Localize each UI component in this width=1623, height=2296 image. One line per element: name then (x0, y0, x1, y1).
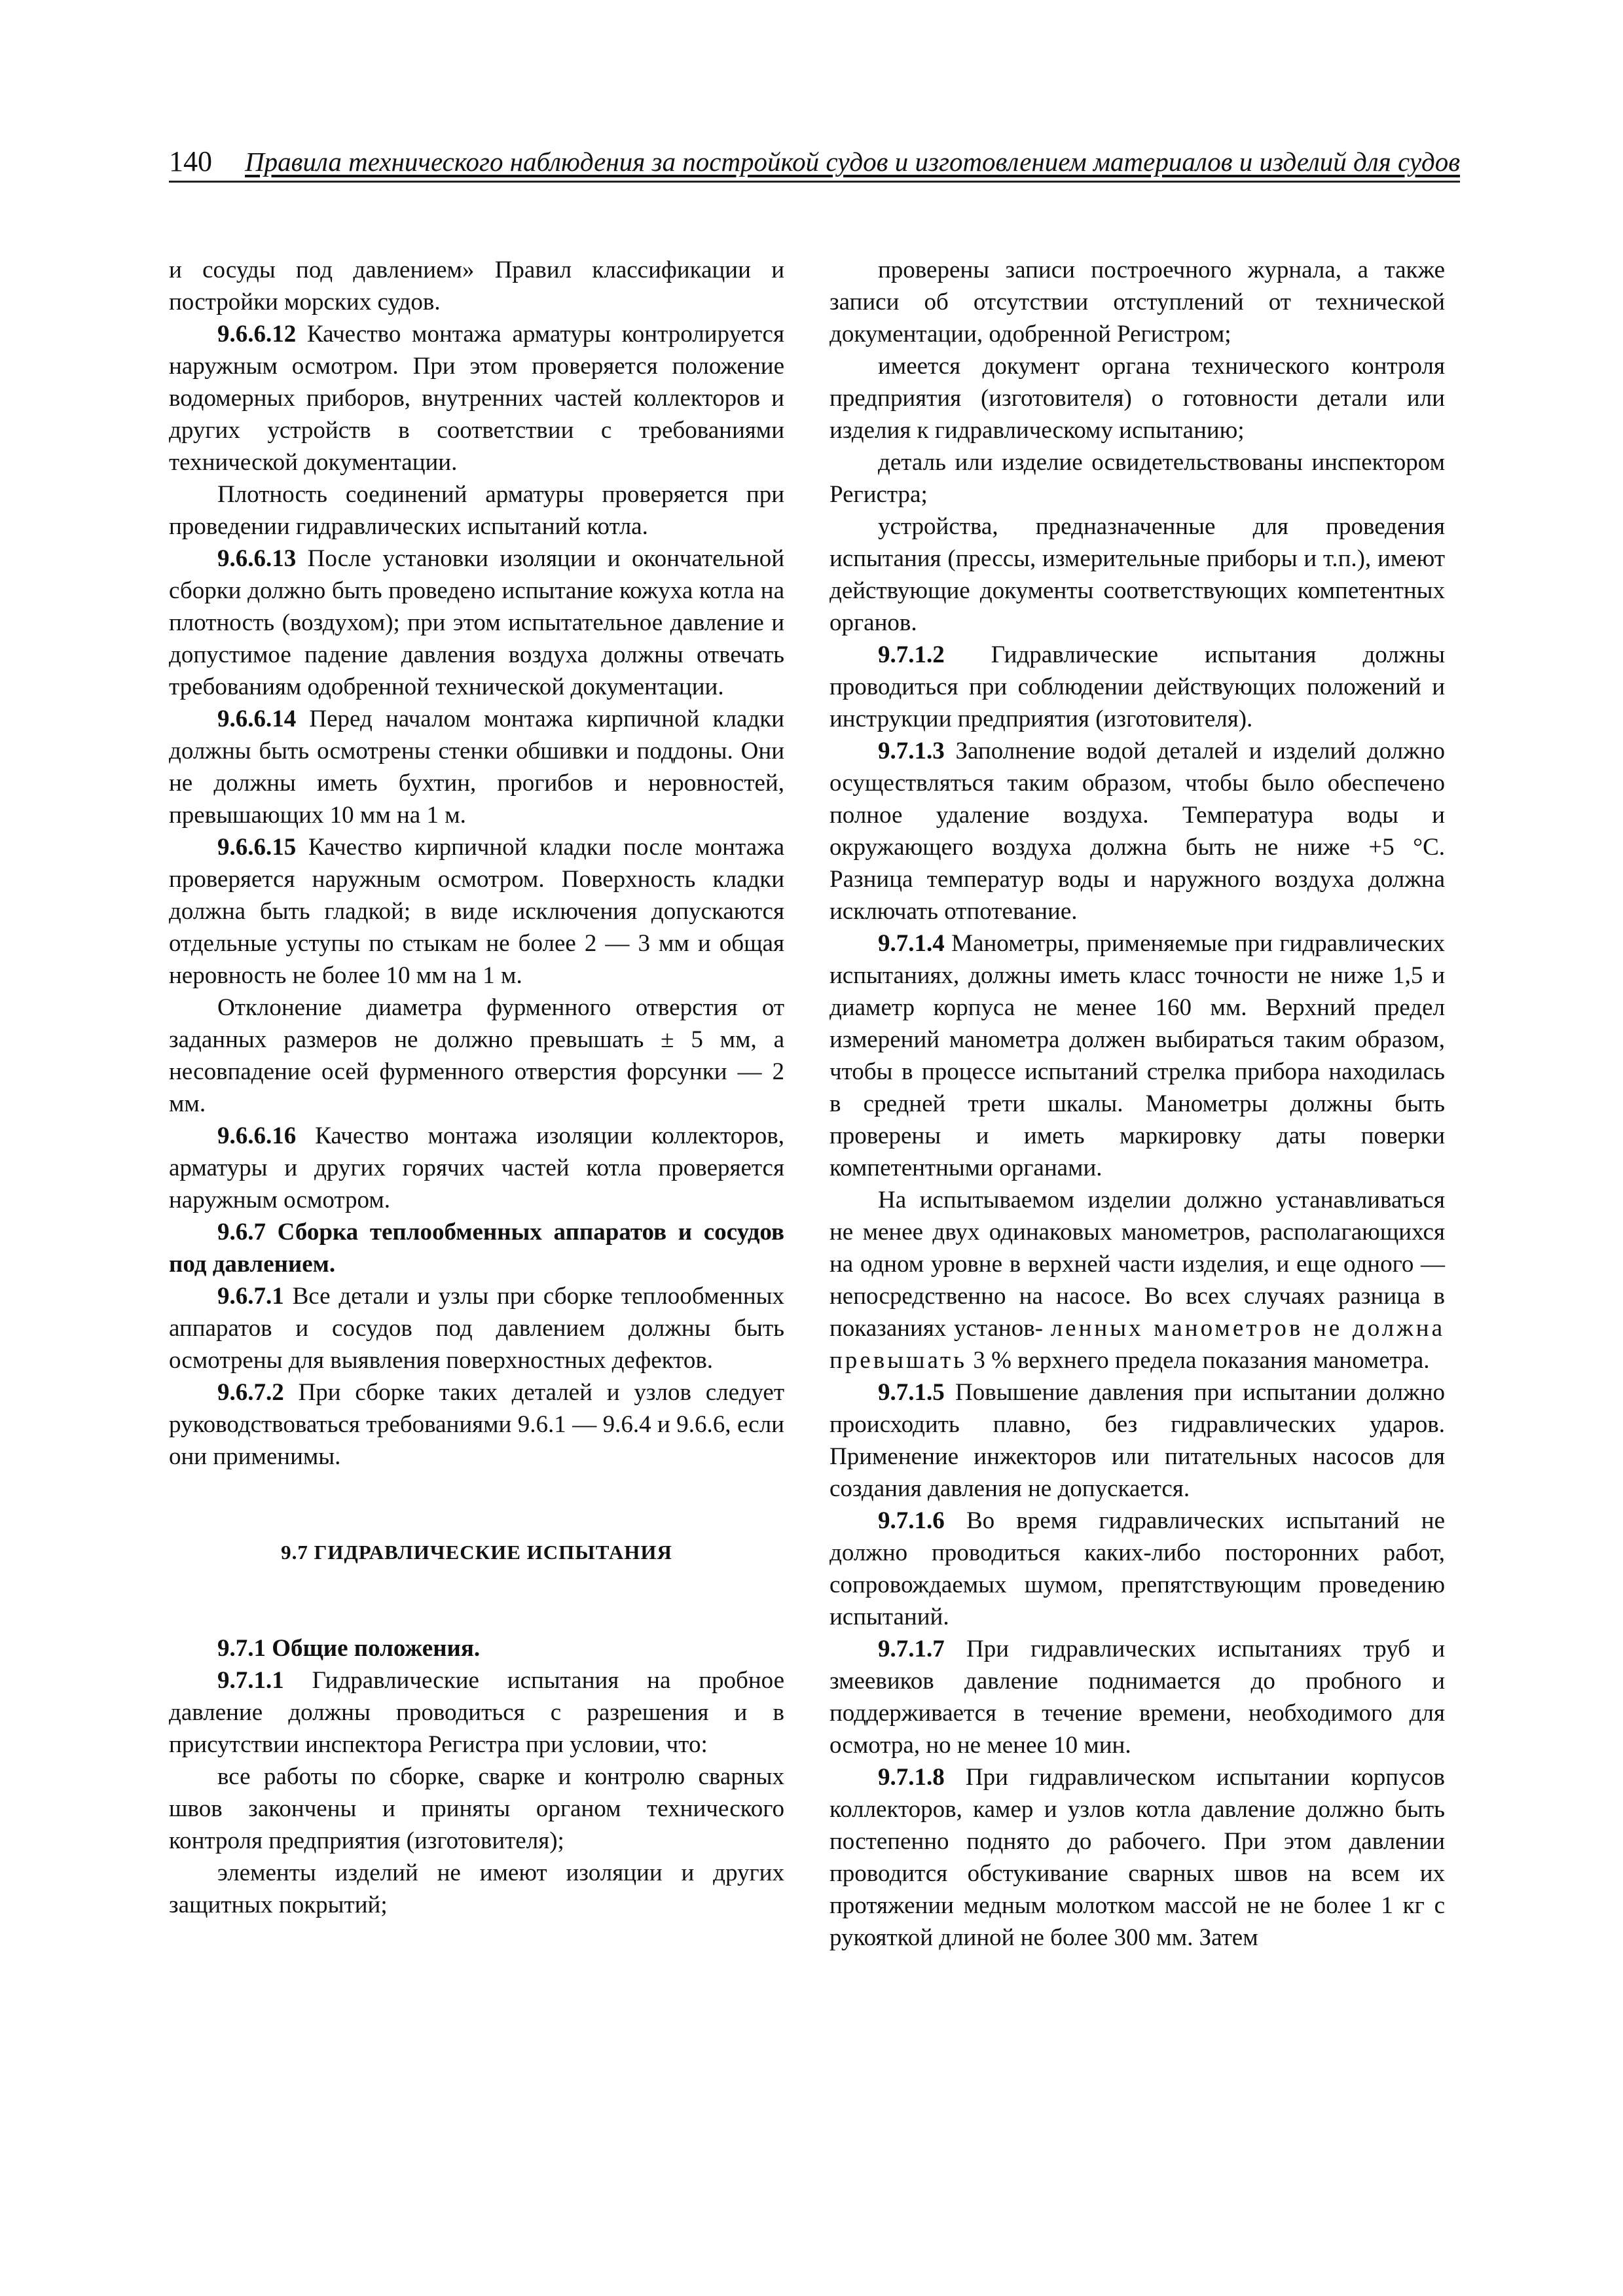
paragraph-text: При гидравлических испытаниях труб и змеевиков давление поднимается до пробного и поддерживается в течение времени, необходимого для осмотра, но не менее 10 мин. (830, 1636, 1445, 1759)
clause-number: 9.6.7.1 (217, 1283, 284, 1310)
paragraph-text: 3 % верхнего предела показания манометра. (973, 1347, 1430, 1374)
paragraph (830, 927, 1445, 1184)
paragraph (830, 1505, 1445, 1633)
paragraph-text: На испытываемом изделии должно устанавливаться не менее двух одинаковых манометров, располагающихся на одном уровне в верхней части изделия, и еще одного — непосредственно на насосе. Во всех случаях разница в показаниях установ- (830, 1187, 1445, 1342)
clause-number: 9.6.6.15 (217, 834, 297, 861)
paragraph (830, 1376, 1445, 1505)
paragraph (830, 1184, 1445, 1376)
subsection-heading: 9.6.7 Сборка теплообменных аппаратов и сосудов под давлением. (169, 1219, 784, 1278)
paragraph (169, 1376, 784, 1473)
section-title: 9.7 ГИДРАВЛИЧЕСКИЕ ИСПЫТАНИЯ (281, 1541, 672, 1564)
paragraph (169, 831, 784, 992)
paragraph-text: Повышение давления при испытании должно происходить плавно, без гидравлических ударов. Применение инжекторов или питательных насосов для создания давления не допускается. (830, 1379, 1445, 1502)
list-item: имеется документ органа технического контроля предприятия (изготовителя) о готовности детали или изделия к гидравлическому испытанию; (830, 353, 1445, 444)
clause-number: 9.7.1.8 (878, 1764, 945, 1791)
paragraph (169, 543, 784, 703)
clause-number: 9.6.7.2 (217, 1379, 284, 1406)
running-header (169, 143, 1460, 183)
list-item: элементы изделий не имеют изоляции и других защитных покрытий; (169, 1859, 784, 1918)
paragraph-text: После установки изоляции и окончательной сборки должно быть проведено испытание кожуха котла на плотность (воздухом); при этом испытательное давление и допустимое падение давления воздуха должны отвечать требованиям одобренной технической документации. (169, 545, 784, 700)
paragraph (830, 1633, 1445, 1761)
clause-number: 9.7.1.2 (878, 641, 945, 668)
paragraph-text: Манометры, применяемые при гидравлических испытаниях, должны иметь класс точности не ниже 1,5 и диаметр корпуса не менее 160 мм. Верхний предел измерений манометра должен выбираться таким образом, чтобы в процессе испытаний стрелка прибора находилась в средней трети шкалы. Манометры должны быть проверены и иметь маркировку даты поверки компетентными органами. (830, 930, 1445, 1181)
clause-number: 9.7.1.3 (878, 738, 945, 764)
paragraph-text: Все детали и узлы при сборке теплообменных аппаратов и сосудов под давлением должны быть осмотрены для выявления поверхностных дефектов. (169, 1283, 784, 1374)
right-column (830, 254, 1445, 1954)
paragraph (169, 1120, 784, 1216)
paragraph-text: Качество монтажа изоляции коллекторов, арматуры и других горячих частей котла проверяется наружным осмотром. (169, 1122, 784, 1213)
clause-number: 9.7.1.6 (878, 1507, 945, 1534)
paragraph (169, 318, 784, 478)
subsection-heading: 9.7.1 Общие положения. (217, 1635, 481, 1662)
paragraph: Отклонение диаметра фурменного отверстия от заданных размеров не должно превышать ± 5 мм, а несовпадение осей фурменного отверстия форсунки — 2 мм. (169, 994, 784, 1117)
paragraph-text: Во время гидравлических испытаний не должно проводиться каких-либо посторонних работ, сопровождаемых шумом, препятствующим проведению испытаний. (830, 1507, 1445, 1630)
paragraph (830, 1761, 1445, 1954)
paragraph (169, 1664, 784, 1761)
list-item: все работы по сборке, сварке и контролю сварных швов закончены и приняты органом технического контроля предприятия (изготовителя); (169, 1763, 784, 1854)
paragraph-text: Гидравлические испытания должны проводиться при соблюдении действующих положений и инструкции предприятия (изготовителя). (830, 641, 1445, 732)
paragraph: и сосуды под давлением» Правил классификации и постройки морских судов. (169, 257, 784, 315)
paragraph-text: При сборке таких деталей и узлов следует руководствоваться требованиями 9.6.1 — 9.6.4 и 9.6.6, если они применимы. (169, 1379, 784, 1470)
clause-number: 9.7.1.4 (878, 930, 945, 957)
paragraph (169, 1280, 784, 1376)
paragraph-text: При гидравлическом испытании корпусов коллекторов, камер и узлов котла давление должно быть постепенно поднято до рабочего. При этом давлении проводится обстукивание сварных швов на всем их протяжении медным молотком массой не не более 1 кг с рукояткой длиной не более 300 мм. Затем (830, 1764, 1445, 1951)
paragraph (830, 735, 1445, 927)
paragraph-text: Перед началом монтажа кирпичной кладки должны быть осмотрены стенки обшивки и поддоны. Они не должны иметь бухтин, прогибов и неровностей, превышающих 10 мм на 1 м. (169, 706, 784, 829)
paragraph (830, 639, 1445, 735)
clause-number: 9.7.1.5 (878, 1379, 945, 1406)
paragraph-text: ленных манометров не должна превышать (830, 1315, 1445, 1374)
paragraph (169, 703, 784, 831)
clause-number: 9.7.1.7 (878, 1636, 945, 1662)
clause-number: 9.7.1.1 (217, 1667, 284, 1694)
paragraph: Плотность соединений арматуры проверяется при проведении гидравлических испытаний котла. (169, 481, 784, 540)
page-number: 140 (169, 145, 212, 177)
list-item: проверены записи построечного журнала, а также записи об отсутствии отступлений от технической документации, одобренной Регистром; (830, 257, 1445, 348)
paragraph-text: Качество монтажа арматуры контролируется наружным осмотром. При этом проверяется положение водомерных приборов, внутренних частей коллекторов и других устройств в соответствии с требованиями технической документации. (169, 321, 784, 476)
left-column (169, 254, 784, 1921)
running-title: Правила технического наблюдения за постройкой судов и изготовлением материалов и изделий для судов (245, 147, 1460, 177)
paragraph-text: Заполнение водой деталей и изделий должно осуществляться таким образом, чтобы было обеспечено полное удаление воздуха. Температура воды и окружающего воздуха должна быть не ниже +5 °С. Разница температур воды и наружного воздуха должна исключать отпотевание. (830, 738, 1445, 925)
clause-number: 9.6.6.12 (217, 321, 297, 348)
paragraph-text: Качество кирпичной кладки после монтажа проверяется наружным осмотром. Поверхность кладки должна быть гладкой; в виде исключения допускаются отдельные уступы по стыкам не более 2 — 3 мм и общая неровность не более 10 мм на 1 м. (169, 834, 784, 989)
list-item: устройства, предназначенные для проведения испытания (прессы, измерительные приборы и т.п.), имеют действующие документы соответствующих компетентных органов. (830, 513, 1445, 636)
clause-number: 9.6.6.14 (217, 706, 297, 732)
list-item: деталь или изделие освидетельствованы инспектором Регистра; (830, 449, 1445, 508)
clause-number: 9.6.6.16 (217, 1122, 297, 1149)
clause-number: 9.6.6.13 (217, 545, 297, 572)
paragraph-text: Гидравлические испытания на пробное давление должны проводиться с разрешения и в присутствии инспектора Регистра при условии, что: (169, 1667, 784, 1758)
